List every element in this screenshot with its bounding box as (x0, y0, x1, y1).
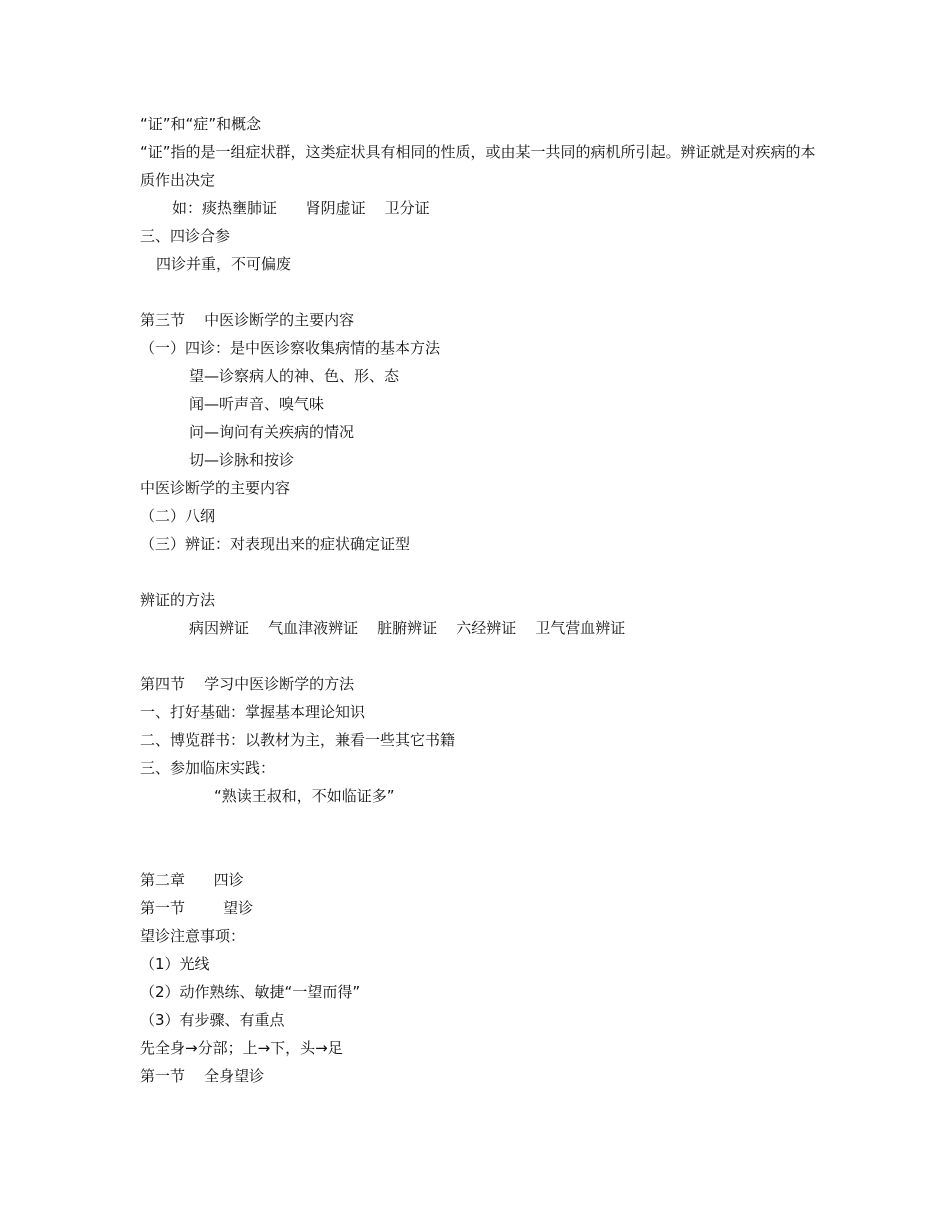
list-item: （3）有步骤、有重点 (140, 1011, 285, 1029)
text-line: 先全身→分部；上→下，头→足 (140, 1039, 343, 1057)
list-item: （2）动作熟练、敏捷“一望而得” (140, 983, 361, 1001)
text-line: 中医诊断学的主要内容 (140, 479, 291, 497)
text-line: 病因辨证 气血津液辨证 脏腑辨证 六经辨证 卫气营血辨证 (189, 619, 626, 637)
quote-line: “熟读王叔和，不如临证多” (214, 787, 395, 805)
text-line: “证”和“症”和概念 (140, 115, 262, 133)
text-line: （二）八纲 (140, 507, 216, 525)
list-item: 一、打好基础：掌握基本理论知识 (140, 703, 366, 721)
section-heading: 第一节 望诊 (140, 899, 254, 917)
text-line: 四诊并重，不可偏废 (156, 255, 292, 273)
list-item: 问—询问有关疾病的情况 (189, 423, 355, 441)
text-line: 如：痰热壅肺证 肾阴虚证 卫分证 (172, 199, 430, 217)
list-item: 望—诊察病人的神、色、形、态 (189, 367, 400, 385)
section-heading: 辨证的方法 (140, 591, 216, 609)
section-heading: 第一节 全身望诊 (140, 1067, 265, 1085)
document-body (140, 110, 830, 1090)
blank-line (140, 810, 830, 866)
blank-line (140, 642, 830, 670)
section-heading: 三、四诊合参 (140, 227, 231, 245)
text-paragraph: “证”指的是一组症状群，这类症状具有相同的性质，或由某一共同的病机所引起。辨证就是对疾病的本质作出决定 (140, 143, 816, 189)
text-line: 望诊注意事项： (140, 927, 246, 945)
blank-line (140, 558, 830, 586)
text-line: （一）四诊：是中医诊察收集病情的基本方法 (140, 339, 441, 357)
chapter-heading: 第二章 四诊 (140, 871, 244, 889)
section-heading: 第三节 中医诊断学的主要内容 (140, 311, 355, 329)
section-heading: 第四节 学习中医诊断学的方法 (140, 675, 355, 693)
text-line: （三）辨证：对表现出来的症状确定证型 (140, 535, 411, 553)
blank-line (140, 278, 830, 306)
list-item: 闻—听声音、嗅气味 (189, 395, 325, 413)
list-item: 二、博览群书：以教材为主，兼看一些其它书籍 (140, 731, 456, 749)
list-item: 切—诊脉和按诊 (189, 451, 295, 469)
list-item: 三、参加临床实践： (140, 759, 276, 777)
list-item: （1）光线 (140, 955, 210, 973)
